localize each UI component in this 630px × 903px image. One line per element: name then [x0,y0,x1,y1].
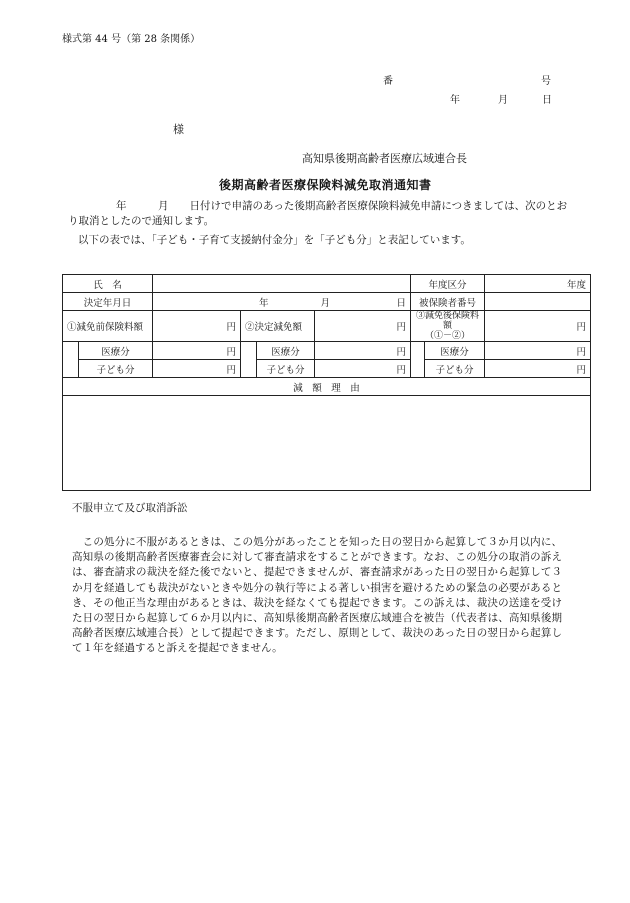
before-child-label: 子ども分 [79,360,153,378]
name-label: 氏 名 [63,275,153,293]
before-child-value: 円 [153,360,241,378]
after-medical-value: 円 [485,342,591,360]
spacer-cell [241,342,257,360]
insured-number-value [485,293,591,311]
before-medical-label: 医療分 [79,342,153,360]
fiscal-year-value: 年度 [485,275,591,293]
number-label: 番 [383,76,393,87]
spacer-cell [63,360,79,378]
after-medical-label: 医療分 [425,342,485,360]
before-medical-value: 円 [153,342,241,360]
decided-amount-label: ②決定減免額 [241,311,315,342]
form-number: 様式第 44 号（第 28 条関係） [62,34,201,45]
after-child-value: 円 [485,360,591,378]
after-amount-formula: （①－②） [425,331,471,341]
date-day-label: 日 [542,95,552,106]
intro-paragraph [68,199,568,229]
spacer-cell [241,360,257,378]
before-amount-value: 円 [153,311,241,342]
date-year-label: 年 [450,95,460,106]
intro-text: 日付けで申請のあった後期高齢者医療保険料減免申請につきましては、次のとおり取消としたので通知します。 [68,200,568,227]
number-suffix: 号 [541,76,551,87]
appeal-body: この処分に不服があるときは、この処分があったことを知った日の翌日から起算して３か月以内に、高知県の後期高齢者医療審査会に対して審査請求をすることができます。なお、この処分の取消の訴えは、審査請求の裁決を経た後でないと、提起できませんが、審査請求があった日の翌日から起算して３か月を経過しても裁決がないときや処分の執行等による著しい損害を避けるための緊急の必要があるとき、その他正当な理由があるときは、裁決を経なくても提起できます。この訴えは、裁決の送達を受けた日の翌日から起算して６か月以内に、高知県後期高齢者医療広域連合を被告（代表者は、高知県後期高齢者医療広域連合長）として提起できます。ただし、原則として、裁決のあった日の翌日から起算して１年を経過すると訴えを提起できません。 [72,536,562,655]
addressee-suffix: 様 [173,123,184,136]
decided-amount-value: 円 [315,311,411,342]
date-month-label: 月 [498,95,508,106]
decision-day: 日 [396,297,407,309]
after-child-label: 子ども分 [425,360,485,378]
intro-month: 月 [158,200,169,212]
appeal-heading: 不服申立て及び取消訴訟 [72,502,188,514]
document-title: 後期高齢者医療保険料減免取消通知書 [219,178,432,192]
after-amount-title: ③減免後保険料額 [416,311,480,331]
decided-child-label: 子ども分 [257,360,315,378]
issuer-name: 高知県後期高齢者医療広域連合長 [302,152,467,165]
spacer-cell [411,360,425,378]
decided-child-value: 円 [315,360,411,378]
name-value [153,275,411,293]
decision-month: 月 [320,297,331,309]
after-amount-label [411,311,485,342]
intro-note: 以下の表では、「子ども・子育て支援納付金分」を「子ども分」と表記しています。 [78,234,471,246]
reduction-table [62,274,591,491]
reason-value [63,396,591,491]
after-amount-value: 円 [485,311,591,342]
decided-medical-value: 円 [315,342,411,360]
intro-year: 年 [116,200,127,212]
decision-year: 年 [259,297,269,309]
insured-number-label: 被保険者番号 [411,293,485,311]
decision-date-label: 決定年月日 [63,293,153,311]
reason-label: 減 額 理 由 [63,378,591,396]
spacer-cell [63,342,79,360]
decided-medical-label: 医療分 [257,342,315,360]
fiscal-year-label: 年度区分 [411,275,485,293]
before-amount-label: ①減免前保険料額 [63,311,153,342]
spacer-cell [411,342,425,360]
decision-date-value [153,293,411,311]
